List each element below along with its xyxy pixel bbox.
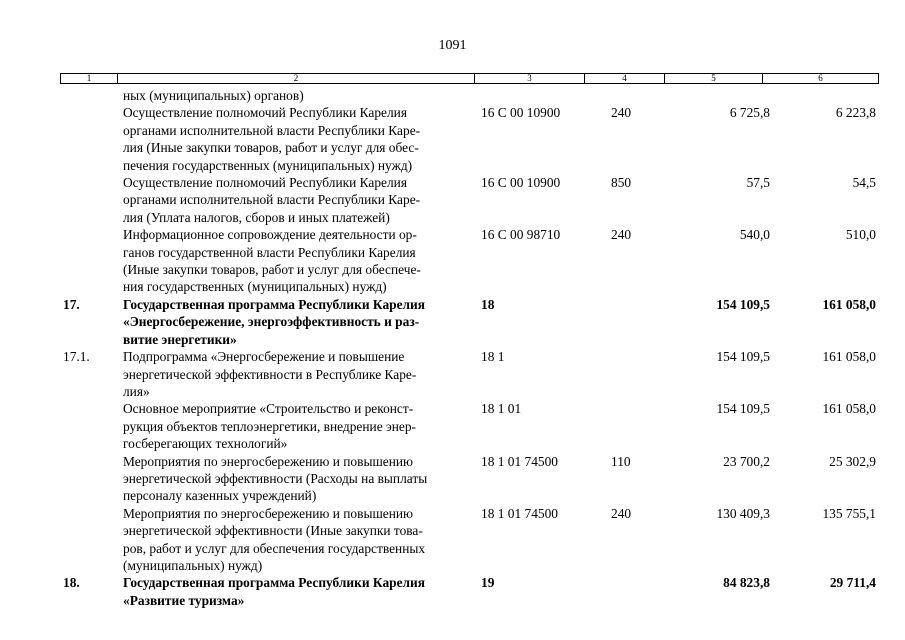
expense-type-code: 240 (611, 505, 632, 521)
amount-column-5: 540,0 (739, 227, 770, 243)
table-row (0, 505, 905, 575)
row-name-line: (муниципальных) нужд) (123, 557, 263, 573)
target-code: 16 С 00 10900 (481, 175, 561, 191)
expense-type-code: 240 (611, 227, 632, 243)
table-row (0, 104, 905, 174)
row-name-line: рукция объектов теплоэнергетики, внедрение энер- (123, 418, 417, 434)
target-code: 18 1 (481, 349, 505, 365)
row-name (123, 348, 473, 400)
column-header-row (60, 73, 879, 84)
amount-column-5: 154 109,5 (716, 401, 770, 417)
amount-column-5: 130 409,3 (716, 505, 770, 521)
target-code: 19 (481, 575, 495, 591)
row-name (123, 400, 473, 452)
program-row (0, 574, 905, 609)
budget-table-body (0, 87, 905, 609)
amount-column-6: 29 711,4 (829, 575, 876, 591)
row-name (123, 174, 473, 226)
row-name-line: Информационное сопровождение деятельности ор- (123, 227, 417, 243)
row-name-line: органами исполнительной власти Республики Каре- (123, 192, 421, 208)
row-name (123, 505, 473, 575)
row-name-line: лия (Иные закупки товаров, работ и услуг для обес- (123, 140, 419, 156)
row-name (123, 226, 473, 296)
row-name-line: ганов государственной власти Республики Карелия (123, 244, 416, 260)
row-name-line: лия» (123, 383, 150, 399)
row-name (123, 87, 473, 104)
table-row (0, 348, 905, 400)
row-name-line: Государственная программа Республики Карелия (123, 296, 426, 312)
row-name-line: энергетической эффективности в Республике Каре- (123, 366, 417, 382)
program-row (0, 296, 905, 348)
column-header-6: 6 (763, 74, 879, 84)
row-name-line: энергетической эффективности (Расходы на выплаты (123, 470, 428, 486)
row-name-line: органами исполнительной власти Республики Каре- (123, 122, 421, 138)
row-name-line: госберегающих технологий» (123, 436, 288, 452)
row-name-line: (Иные закупки товаров, работ и услуг для обеспече- (123, 262, 421, 278)
table-row (0, 174, 905, 226)
row-name-line: печения государственных (муниципальных) нужд) (123, 157, 413, 173)
row-name-line: Мероприятия по энергосбережению и повышению (123, 453, 414, 469)
target-code: 18 1 01 74500 (481, 505, 558, 521)
row-name-line: Основное мероприятие «Строительство и реконст- (123, 401, 414, 417)
amount-column-6: 6 223,8 (835, 105, 876, 121)
row-number: 18. (63, 575, 80, 591)
row-name-line: ных (муниципальных) органов) (123, 88, 304, 103)
amount-column-5: 6 725,8 (729, 105, 770, 121)
amount-column-6: 510,0 (845, 227, 876, 243)
column-header-2: 2 (118, 74, 475, 84)
column-header-1: 1 (61, 74, 118, 84)
amount-column-5: 154 109,5 (716, 296, 770, 312)
row-name (123, 104, 473, 174)
row-name-line: «Развитие туризма» (123, 592, 245, 608)
amount-column-6: 161 058,0 (822, 401, 876, 417)
expense-type-code: 110 (611, 453, 631, 469)
amount-column-6: 25 302,9 (829, 453, 876, 469)
amount-column-6: 161 058,0 (822, 296, 876, 312)
amount-column-5: 57,5 (746, 175, 770, 191)
table-row (0, 87, 905, 104)
column-header-5: 5 (665, 74, 763, 84)
amount-column-6: 135 755,1 (822, 505, 876, 521)
table-row (0, 226, 905, 296)
row-name (123, 453, 473, 505)
amount-column-6: 161 058,0 (822, 349, 876, 365)
row-name-line: Подпрограмма «Энергосбережение и повышение (123, 349, 405, 365)
expense-type-code: 850 (611, 175, 632, 191)
row-name-line: «Энергосбережение, энергоэффективность и раз- (123, 314, 420, 330)
expense-type-code: 240 (611, 105, 632, 121)
table-row (0, 400, 905, 452)
column-header-4: 4 (585, 74, 665, 84)
row-name-line: лия (Уплата налогов, сборов и иных платежей) (123, 209, 390, 225)
row-name (123, 574, 473, 609)
amount-column-5: 154 109,5 (716, 349, 770, 365)
page-number: 1091 (438, 38, 467, 53)
row-name-line: Осуществление полномочий Республики Карелия (123, 175, 407, 191)
target-code: 16 С 00 98710 (481, 227, 561, 243)
row-number: 17. (63, 296, 80, 312)
target-code: 16 С 00 10900 (481, 105, 561, 121)
row-name-line: ров, работ и услуг для обеспечения государственных (123, 540, 426, 556)
row-name (123, 296, 473, 348)
column-header-3: 3 (475, 74, 585, 84)
row-name-line: Мероприятия по энергосбережению и повышению (123, 505, 414, 521)
row-name-line: витие энергетики» (123, 331, 237, 347)
row-number: 17.1. (63, 349, 90, 365)
table-row (0, 453, 905, 505)
amount-column-5: 84 823,8 (723, 575, 770, 591)
amount-column-6: 54,5 (852, 175, 876, 191)
amount-column-5: 23 700,2 (723, 453, 770, 469)
target-code: 18 1 01 74500 (481, 453, 558, 469)
row-name-line: персоналу казенных учреждений) (123, 488, 317, 504)
row-name-line: Государственная программа Республики Карелия (123, 575, 426, 591)
target-code: 18 1 01 (481, 401, 522, 417)
row-name-line: ния государственных (муниципальных) нужд) (123, 279, 387, 295)
target-code: 18 (481, 296, 495, 312)
row-name-line: Осуществление полномочий Республики Карелия (123, 105, 407, 121)
row-name-line: энергетической эффективности (Иные закупки това- (123, 523, 423, 539)
